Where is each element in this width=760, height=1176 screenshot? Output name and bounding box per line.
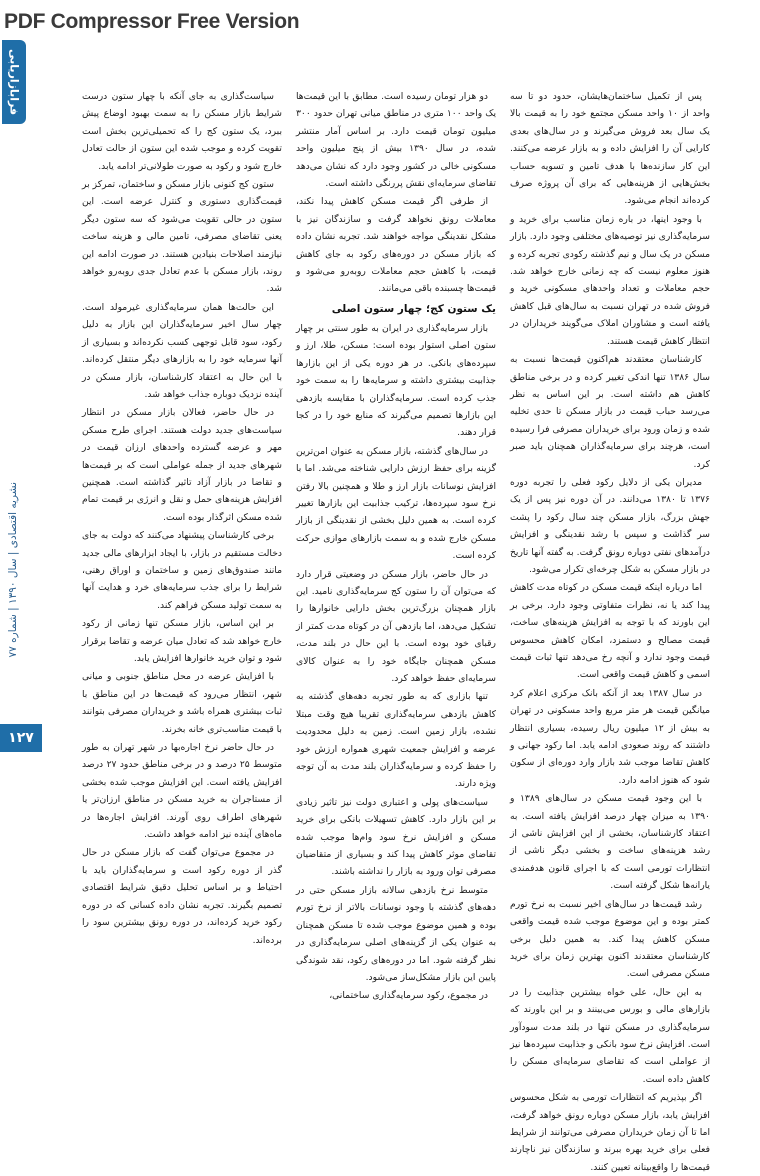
- paragraph: در مجموع، رکود سرمایه‌گذاری ساختمانی،: [329, 990, 488, 1002]
- paragraph: در حال حاضر، فعالان بازار مسکن در انتظار سیاست‌های جدید دولت هستند. اجرای طرح مسکن مهر و عرضه گسترده واحدهای ارزان قیمت در شهرهای جدید از جمله عواملی است که بر قیمت‌ها و تقاضا در بازار آزاد تاثیر گذاشته است. همچنین افزایش هزینه‌های حمل و نقل و انرژی بر قیمت تمام شده مسکن اثرگذار بوده است.: [82, 407, 282, 523]
- paragraph: مدیران یکی از دلایل رکود فعلی را تجربه دوره ۱۳۷۶ تا ۱۳۸۰ می‌دانند. در آن دوره نیز پس از یک جهش بزرگ، بازار مسکن چند سال رکود را پشت سر گذاشت و سپس با رشد نقدینگی و افزایش درآمدهای نفتی دوباره رونق گرفت. به گفته آنها تاریخ در بازار مسکن به شکل چرخه‌ای تکرار می‌شود.: [510, 476, 710, 575]
- page-number: ۱۲۷: [0, 724, 42, 752]
- paragraph: به این حال، علی خواه بیشترین جذابیت را در بازارهای مالی و بورس می‌بینند و بر این باورند که سرمایه‌گذاری در مسکن تنها در بلند مدت سودآور است. افزایش نرخ سود بانکی و جذابیت سپرده‌ها نیز از عواملی است که تقاضای سرمایه‌ای مسکن را کاهش داده است.: [510, 986, 710, 1085]
- paragraph: ستون کج کنونی بازار مسکن و ساختمان، تمرکز بر قیمت‌گذاری دستوری و کنترل عرضه است. این ستون در حالی تقویت می‌شود که سه ستون دیگر یعنی تقاضای مصرفی، تامین مالی و هزینه ساخت نیازمند اصلاحات بنیادین هستند. در صورت ادامه این روند، بازار مسکن با عدم تعادل جدی روبه‌رو خواهد شد.: [82, 179, 282, 295]
- paragraph: در حال حاضر، بازار مسکن در وضعیتی قرار دارد که می‌توان آن را ستون کج سرمایه‌گذاری نامید. این بازار همچنان بزرگ‌ترین بخش دارایی خانوارها را تشکیل می‌دهد، اما بازدهی آن در کوتاه مدت کمتر از رقبای خود بوده است. با این حال در بلند مدت، مسکن همچنان جایگاه خود را به عنوان کالای سرمایه‌ای حفظ خواهد کرد.: [296, 568, 496, 684]
- paragraph: با وجود اینها، در باره زمان مناسب برای خرید و سرمایه‌گذاری نیز توصیه‌های مختلفی وجود دارد. بازار مسکن در یک سال و نیم گذشته رکودی تجربه کرده و هنوز معلوم نیست که چه زمانی خارج خواهد شد. حجم معاملات و تعداد واحدهای مسکونی خرید و فروش شده در تهران نسبت به سال‌های قبل کاهش یافته است و مشاوران املاک می‌گویند خریداران در انتظار کاهش قیمت هستند.: [509, 213, 710, 347]
- section-tab-label: فرابازاریابی: [7, 48, 21, 116]
- paragraph: اگر بپذیریم که انتظارات تورمی به شکل محسوس افزایش یابد، بازار مسکن دوباره رونق خواهد گرفت، اما تا آن زمان خریداران مصرفی می‌توانند از شرایط فعلی برای خرید بهره ببرند و سازندگان نیز ناچارند قیمت‌ها را واقع‌بینانه تعیین کنند.: [510, 1092, 710, 1173]
- paragraph: با افزایش عرضه در محل مناطق جنوبی و میانی شهر، انتظار می‌رود که قیمت‌ها در این مناطق با ثبات بیشتری همراه باشد و خریداران مصرفی بتوانند با قیمت مناسب‌تری خانه بخرند.: [82, 671, 282, 735]
- paragraph: کارشناسان معتقدند هم‌اکنون قیمت‌ها نسبت به سال ۱۳۸۶ تنها اندکی تغییر کرده و در برخی مناطق کاهش هم داشته است. بر این اساس به نظر می‌رسد حباب قیمت در بازار مسکن تا حدی تخلیه شده و زمان ورود برای خریداران مصرفی فرا رسیده است، هرچند برای سرمایه‌گذاران همچنان باید صبر کرد.: [510, 354, 710, 470]
- watermark-text: PDF Compressor Free Version: [4, 10, 300, 33]
- paragraph: متوسط نرخ بازدهی سالانه بازار مسکن حتی در دهه‌های گذشته با وجود نوسانات بالاتر از نرخ تورم بوده و همین موضوع موجب شده تا مسکن همچنان به عنوان یکی از گزینه‌های اصلی سرمایه‌گذاری در نظر گرفته شود. اما در دوره‌های رکود، نقد شوندگی پایین این بازار مشکل‌ساز می‌شود.: [296, 884, 496, 983]
- article-column-1: [509, 88, 710, 1173]
- article-columns: [82, 88, 710, 1173]
- paragraph: در مجموع می‌توان گفت که بازار مسکن در حال گذر از دوره رکود است و سرمایه‌گذاران باید با احتیاط و بر اساس تحلیل دقیق شرایط اقتصادی تصمیم بگیرند. تجربه نشان داده کسانی که در دوره رکود خرید کرده‌اند، در دوره رونق بیشترین سود را برده‌اند.: [82, 847, 282, 946]
- article-column-3: [82, 88, 282, 968]
- section-heading: یک ستون کج؛ چهار ستون اصلی: [331, 302, 496, 315]
- paragraph: تنها بازاری که به طور تجربه دهه‌های گذشته به کاهش بازدهی سرمایه‌گذاری تقریبا هیچ وقت مبتلا نشده، بازار زمین است. زمین به دلیل محدودیت عرضه و افزایش جمعیت شهری همواره ارزش خود را حفظ کرده و سرمایه‌گذاران بلند مدت به آن توجه ویژه دارند.: [296, 691, 496, 790]
- article-column-2: [296, 88, 496, 1002]
- paragraph: سیاست‌گذاری به جای آنکه با چهار ستون درست شرایط بازار مسکن را به سمت بهبود اوضاع پیش ببرد، یک ستون کج را که تحمیلی‌ترین بخش است تقویت کرده و موجب شده این ستون از حالت تعادل خارج شود و رکود به صورت طولانی‌تر ادامه یابد.: [82, 91, 282, 172]
- paragraph: اما درباره اینکه قیمت مسکن در کوتاه مدت کاهش پیدا کند یا نه، نظرات متفاوتی وجود دارد. برخی بر این باورند که با توجه به افزایش هزینه‌های ساخت، قیمت مصالح و دستمزد، امکان کاهش محسوس قیمت وجود ندارد و آنچه رخ می‌دهد تنها ثبات قیمت اسمی و کاهش قیمت واقعی است.: [510, 582, 710, 681]
- paragraph: از طرفی اگر قیمت مسکن کاهش پیدا نکند، معاملات رونق نخواهد گرفت و سازندگان نیز با مشکل نقدینگی مواجه خواهند شد. تجربه نشان داده که بازار مسکن در دوره‌های رکود به جای کاهش قیمت، با کاهش حجم معاملات روبه‌رو می‌شود و قیمت‌ها چسبنده باقی می‌مانند.: [296, 196, 496, 295]
- paragraph: با این وجود قیمت مسکن در سال‌های ۱۳۸۹ و ۱۳۹۰ به میزان چهار درصد افزایش یافته است. به اعتقاد کارشناسان، بخشی از این افزایش ناشی از رشد هزینه‌های ساخت و بخشی دیگر ناشی از انتظارات تورمی است که با اجرای قانون هدفمندی یارانه‌ها شکل گرفته است.: [510, 793, 710, 892]
- paragraph: این حالت‌ها همان سرمایه‌گذاری غیرمولد است. چهار سال اخیر سرمایه‌گذاران این بازار به دلیل رکود، سود قابل توجهی کسب نکرده‌اند و بسیاری از آنها سرمایه خود را به بازارهای دیگر منتقل کرده‌اند. با این حال به اعتقاد کارشناسان، بازار مسکن در آینده نزدیک دوباره جذاب خواهد شد.: [82, 301, 282, 400]
- paragraph: رشد قیمت‌ها در سال‌های اخیر نسبت به نرخ تورم کمتر بوده و این موضوع موجب شده قیمت واقعی مسکن کاهش پیدا کند. به همین دلیل برخی کارشناسان معتقدند اکنون بهترین زمان برای خرید مسکن مصرفی است.: [510, 898, 710, 980]
- paragraph: بازار سرمایه‌گذاری در ایران به طور سنتی بر چهار ستون اصلی استوار بوده است: مسکن، طلا، ارز و سپرده‌های بانکی. در هر دوره یکی از این بازارها جذابیت بیشتری داشته و سرمایه‌ها را به سمت خود جذب کرده است. سرمایه‌گذاران با مقایسه بازدهی این بازارها تصمیم می‌گیرند که منابع خود را در کجا قرار دهند.: [296, 322, 496, 439]
- paragraph: برخی کارشناسان پیشنهاد می‌کنند که دولت به جای دخالت مستقیم در بازار، با ایجاد ابزارهای مالی جدید مانند صندوق‌های زمین و ساختمان و اوراق رهنی، شرایط را برای جذب سرمایه‌های خرد و هدایت آنها به سمت تولید مسکن فراهم کند.: [82, 530, 282, 611]
- paragraph: پس از تکمیل ساختمان‌هایشان، حدود دو تا سه واحد از ۱۰ واحد مسکن مجتمع خود را به قیمت بالا یک سال بعد فروش می‌گیرند و در سال‌های بعدی کارایی آن را افزایش داده و به بازار عرضه می‌کنند. این کار سازنده‌ها با هدف تامین و تسویه حساب بخش‌هایی از هزینه‌هایی که برای آن پروژه صرف کرده‌اند انجام می‌شود.: [510, 91, 710, 207]
- section-tab: [2, 40, 26, 124]
- journal-info-text: نشریه اقتصادی | سال ۱۳۹۰ | شماره ۷۷: [7, 482, 19, 658]
- side-journal-label: [0, 420, 26, 720]
- paragraph: در سال ۱۳۸۷ بعد از آنکه بانک مرکزی اعلام کرد میانگین قیمت هر متر مربع واحد مسکونی در تهران به بیش از ۱۲ میلیون ریال رسیده، بسیاری انتظار داشتند که روند صعودی ادامه یابد. اما رکود جهانی و کاهش تقاضا موجب شد بازار وارد دوره‌ای از سکون شود که هنوز ادامه دارد.: [510, 687, 710, 786]
- paragraph: در حال حاضر نرخ اجاره‌بها در شهر تهران به طور متوسط ۲۵ درصد و در برخی مناطق حدود ۲۷ درصد افزایش یافته است. این افزایش موجب شده بخشی از مستاجران به خرید مسکن در مناطق ارزان‌تر یا شهرهای اطراف روی آورند. افزایش اجاره‌ها در ماه‌های آینده نیز ادامه خواهد داشت.: [82, 742, 282, 841]
- paragraph: بر این اساس، بازار مسکن تنها زمانی از رکود خارج خواهد شد که تعادل میان عرضه و تقاضا برقرار شود و توان خرید خانوارها افزایش یابد.: [82, 618, 282, 664]
- paragraph: در سال‌های گذشته، بازار مسکن به عنوان امن‌ترین گزینه برای حفظ ارزش دارایی شناخته می‌شد. اما با افزایش نوسانات بازار ارز و طلا و همچنین بالا رفتن نرخ سود سپرده‌ها، ترکیب جذابیت این بازارها تغییر کرده است. به همین دلیل بخشی از نقدینگی از بازار مسکن خارج شده و به سمت بازارهای موازی حرکت کرده است.: [296, 445, 496, 562]
- paragraph: سیاست‌های پولی و اعتباری دولت نیز تاثیر زیادی بر این بازار دارد. کاهش تسهیلات بانکی برای خرید مسکن و افزایش نرخ سود وام‌ها موجب شده تقاضای موثر کاهش پیدا کند و بسیاری از متقاضیان مصرفی توان ورود به بازار را نداشته باشند.: [296, 796, 496, 878]
- paragraph: دو هزار تومان رسیده است. مطابق با این قیمت‌ها یک واحد ۱۰۰ متری در مناطق میانی تهران حدود ۳۰۰ میلیون تومان قیمت دارد. بر اساس آمار منتشر شده، در سال ۱۳۹۰ بیش از پنج میلیون واحد مسکونی خالی در کشور وجود دارد که نشان می‌دهد تقاضای سرمایه‌ای نقش پررنگی داشته است.: [296, 91, 496, 190]
